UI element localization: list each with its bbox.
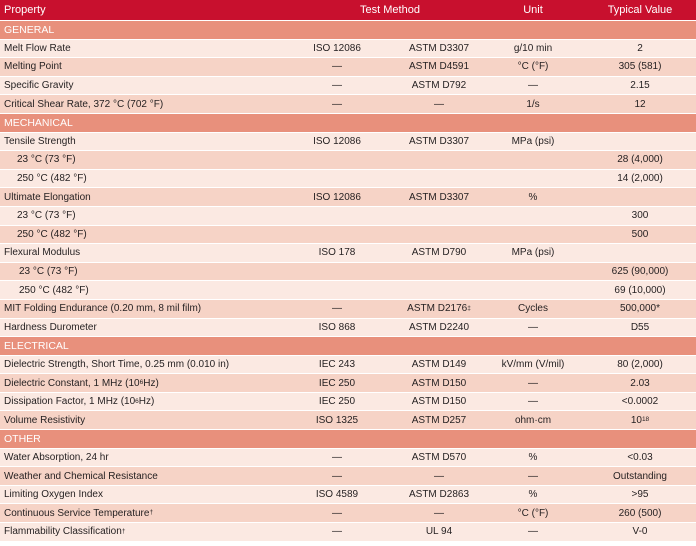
property-text: Dielectric Strength, Short Time, 0.25 mm (0.010 in) xyxy=(4,358,230,370)
property-cell xyxy=(4,319,304,337)
table-row xyxy=(0,319,696,338)
property-text: Critical Shear Rate, 372 °C (702 °F) xyxy=(4,98,164,110)
section-header xyxy=(0,21,696,40)
typical-value-text: 625 (90,000) xyxy=(611,266,669,278)
unit-cell: 1/s xyxy=(526,98,540,110)
unit-cell xyxy=(488,170,578,188)
table-header xyxy=(0,0,696,21)
typical-value-cell xyxy=(590,356,690,374)
table-row xyxy=(0,374,696,393)
typical-value-cell xyxy=(590,319,690,337)
typical-value-text: D55 xyxy=(630,321,650,333)
header-test-method: Test Method xyxy=(360,4,420,16)
astm-text: ASTM D790 xyxy=(411,247,467,259)
astm-text: ASTM D792 xyxy=(411,80,467,92)
property-cell: Dielectric Constant, 1 MHz (10 6 Hz) xyxy=(4,377,159,389)
property-cell: Dissipation Factor, 1 MHz (10 6 Hz) xyxy=(4,396,155,408)
astm-text: ASTM D150 xyxy=(411,396,467,408)
typical-value-text: 500,000* xyxy=(619,303,661,315)
astm-text: UL 94 xyxy=(425,526,453,538)
section-header xyxy=(0,430,696,449)
typical-value-text: 28 (4,000) xyxy=(617,154,663,166)
property-text: 23 °C (73 °F) xyxy=(17,210,76,222)
unit-cell: °C (°F) xyxy=(517,507,549,519)
typical-value-text: 260 (500) xyxy=(618,507,662,519)
unit-cell: °C (°F) xyxy=(517,61,549,73)
table-row xyxy=(0,281,696,300)
typical-value-text: 500 xyxy=(631,228,649,240)
astm-text: ASTM D2240 xyxy=(408,321,470,333)
typical-value-text: >95 xyxy=(631,489,649,501)
astm-method-cell xyxy=(400,151,478,169)
iso-method-cell: IEC 243 xyxy=(318,358,356,370)
astm-text: ASTM D3307 xyxy=(408,191,470,203)
astm-method-cell xyxy=(400,95,478,113)
iso-method-cell xyxy=(304,226,370,244)
typical-value-text: 69 (10,000) xyxy=(614,284,666,296)
table-row xyxy=(0,133,696,152)
typical-value-cell xyxy=(590,170,690,188)
unit-cell: — xyxy=(528,470,538,482)
unit-cell: % xyxy=(528,489,538,501)
typical-value-text: 10 xyxy=(630,414,642,426)
property-text: 250 °C (482 °F) xyxy=(17,173,87,185)
table-row xyxy=(0,188,696,207)
property-text: Weather and Chemical Resistance xyxy=(4,470,158,482)
property-cell xyxy=(17,170,317,188)
astm-text: ASTM D3307 xyxy=(408,42,470,54)
table-row xyxy=(0,486,696,505)
property-text: Hardness Durometer xyxy=(4,321,97,333)
property-text: 23 °C (73 °F) xyxy=(19,266,78,278)
astm-method-cell xyxy=(400,374,478,392)
typical-value-cell xyxy=(590,281,690,299)
table-row xyxy=(0,467,696,486)
astm-method-cell xyxy=(400,77,478,95)
typical-value-text: <0.0002 xyxy=(621,396,659,408)
iso-method-cell: IEC 250 xyxy=(318,396,356,408)
iso-method-cell: IEC 250 xyxy=(318,377,356,389)
property-text: MIT Folding Endurance (0.20 mm, 8 mil film) xyxy=(4,303,202,315)
property-cell xyxy=(19,281,319,299)
astm-text: ASTM D2863 xyxy=(408,489,470,501)
section-header xyxy=(0,114,696,133)
typical-value-cell xyxy=(590,244,690,262)
table-row xyxy=(0,95,696,114)
iso-method-cell: ISO 12086 xyxy=(313,135,361,147)
section-label: OTHER xyxy=(4,432,41,445)
typical-value-text: 14 (2,000) xyxy=(617,173,663,185)
iso-method-cell: ISO 12086 xyxy=(313,191,361,203)
typical-value-text: 80 (2,000) xyxy=(617,358,663,370)
typical-value-cell xyxy=(590,374,690,392)
astm-method-cell xyxy=(400,319,478,337)
astm-method-cell xyxy=(400,263,478,281)
table-row xyxy=(0,207,696,226)
table-row xyxy=(0,356,696,375)
table-row xyxy=(0,300,696,319)
typical-value-cell: 10 18 xyxy=(630,414,650,426)
header-property: Property xyxy=(4,4,46,16)
astm-method-cell xyxy=(400,226,478,244)
unit-cell: — xyxy=(528,526,538,538)
property-cell xyxy=(4,244,304,262)
property-cell xyxy=(17,151,317,169)
unit-cell: — xyxy=(528,80,538,92)
typical-value-text: 2 xyxy=(637,42,643,54)
header-typical-value: Typical Value xyxy=(607,4,673,16)
property-text: Dissipation Factor, 1 MHz (10 xyxy=(4,396,136,408)
property-cell xyxy=(4,300,304,318)
typical-value-cell xyxy=(590,40,690,58)
astm-method-cell xyxy=(400,281,478,299)
unit-cell: Cycles xyxy=(517,303,548,315)
astm-method-cell xyxy=(400,486,478,504)
unit-cell: g/10 min xyxy=(513,42,553,54)
typical-value-cell xyxy=(590,449,690,467)
unit-cell xyxy=(488,151,578,169)
property-cell xyxy=(4,449,304,467)
typical-value-text: V-0 xyxy=(632,526,648,538)
unit-cell: % xyxy=(528,451,538,463)
iso-method-cell: — xyxy=(332,526,342,538)
astm-text: — xyxy=(434,470,444,482)
astm-text: ASTM D2176 xyxy=(407,303,468,315)
typical-value-cell xyxy=(590,300,690,318)
astm-method-cell xyxy=(400,393,478,411)
astm-method-cell xyxy=(400,40,478,58)
unit-cell: % xyxy=(528,191,538,203)
property-text: Tensile Strength xyxy=(4,135,76,147)
typical-value-cell xyxy=(590,95,690,113)
typical-value-cell xyxy=(590,467,690,485)
astm-text: — xyxy=(434,98,444,110)
property-text: Flexural Modulus xyxy=(4,247,81,259)
table-row xyxy=(0,504,696,523)
typical-value-cell xyxy=(590,393,690,411)
property-cell: Flammability Classification † xyxy=(4,526,126,538)
table-row xyxy=(0,151,696,170)
iso-method-cell: — xyxy=(332,470,342,482)
unit-cell: — xyxy=(528,377,538,389)
property-text: Water Absorption, 24 hr xyxy=(4,451,109,463)
section-header xyxy=(0,337,696,356)
astm-method-cell xyxy=(400,58,478,76)
iso-method-cell: ISO 178 xyxy=(318,247,356,259)
astm-text: — xyxy=(434,507,444,519)
unit-cell: MPa (psi) xyxy=(511,135,555,147)
typical-value-text: Outstanding xyxy=(613,470,667,482)
iso-method-cell: ISO 1325 xyxy=(315,414,359,426)
table-row xyxy=(0,244,696,263)
astm-text: ASTM D150 xyxy=(411,377,467,389)
property-cell xyxy=(4,356,304,374)
typical-value-text: 300 xyxy=(631,210,649,222)
property-cell xyxy=(4,467,304,485)
property-text: Melting Point xyxy=(4,61,62,73)
typical-value-cell xyxy=(590,504,690,522)
typical-value-cell xyxy=(590,226,690,244)
table-row xyxy=(0,226,696,245)
section-label: ELECTRICAL xyxy=(4,339,69,352)
astm-method-cell xyxy=(400,411,478,429)
unit-cell: ohm·cm xyxy=(514,414,552,426)
section-label: MECHANICAL xyxy=(4,116,73,129)
astm-method-cell xyxy=(400,504,478,522)
typical-value-cell xyxy=(590,486,690,504)
table-row xyxy=(0,411,696,430)
astm-method-cell xyxy=(400,523,478,541)
table-row xyxy=(0,40,696,59)
property-cell: Continuous Service Temperature † xyxy=(4,507,154,519)
property-text-suffix: Hz) xyxy=(143,377,159,389)
property-text: Dielectric Constant, 1 MHz (10 xyxy=(4,377,140,389)
property-cell xyxy=(4,133,304,151)
astm-method-cell xyxy=(400,188,478,206)
section-label: GENERAL xyxy=(4,23,55,36)
unit-cell xyxy=(488,263,578,281)
table-row xyxy=(0,523,696,542)
astm-method-cell: ASTM D2176 ‡ xyxy=(407,303,471,315)
property-cell xyxy=(17,226,317,244)
property-cell xyxy=(4,40,304,58)
astm-text: ASTM D3307 xyxy=(408,135,470,147)
property-text: Melt Flow Rate xyxy=(4,42,71,54)
astm-text: ASTM D149 xyxy=(411,358,467,370)
property-cell xyxy=(4,411,304,429)
typical-value-text: 2.03 xyxy=(630,377,650,389)
property-text: Flammability Classification xyxy=(4,526,122,538)
property-text: Continuous Service Temperature xyxy=(4,507,150,519)
astm-method-cell xyxy=(400,356,478,374)
property-text: 250 °C (482 °F) xyxy=(17,228,87,240)
astm-text: ASTM D570 xyxy=(411,451,467,463)
property-text: Limiting Oxygen Index xyxy=(4,489,103,501)
table-row xyxy=(0,170,696,189)
unit-cell xyxy=(488,281,578,299)
astm-method-cell xyxy=(400,244,478,262)
property-text: 250 °C (482 °F) xyxy=(19,284,89,296)
property-text: Ultimate Elongation xyxy=(4,191,91,203)
property-cell xyxy=(4,486,304,504)
property-text: Specific Gravity xyxy=(4,80,74,92)
property-text: 23 °C (73 °F) xyxy=(17,154,76,166)
table-row xyxy=(0,393,696,412)
property-cell xyxy=(4,188,304,206)
astm-text: ASTM D257 xyxy=(411,414,467,426)
typical-value-cell xyxy=(590,207,690,225)
typical-value-text: 305 (581) xyxy=(618,61,662,73)
property-cell xyxy=(4,95,304,113)
typical-value-text: <0.03 xyxy=(627,451,653,463)
typical-value-cell xyxy=(590,263,690,281)
iso-method-cell: — xyxy=(332,303,342,315)
unit-cell: kV/mm (V/mil) xyxy=(501,358,565,370)
astm-method-cell xyxy=(400,170,478,188)
property-text-suffix: Hz) xyxy=(138,396,155,408)
astm-method-cell xyxy=(400,467,478,485)
unit-cell xyxy=(488,226,578,244)
typical-value-cell xyxy=(590,58,690,76)
typical-value-text: 12 xyxy=(634,98,646,110)
typical-value-text: 2.15 xyxy=(630,80,650,92)
typical-value-cell xyxy=(590,77,690,95)
iso-method-cell xyxy=(304,281,370,299)
table-row xyxy=(0,449,696,468)
astm-method-cell xyxy=(400,133,478,151)
astm-text: ASTM D4591 xyxy=(408,61,470,73)
iso-method-cell: — xyxy=(332,80,342,92)
iso-method-cell: ISO 12086 xyxy=(313,42,361,54)
iso-method-cell xyxy=(304,151,370,169)
iso-method-cell: — xyxy=(332,61,342,73)
typical-value-cell xyxy=(590,151,690,169)
unit-cell: MPa (psi) xyxy=(511,247,555,259)
iso-method-cell xyxy=(304,263,370,281)
unit-cell: — xyxy=(528,396,538,408)
iso-method-cell: — xyxy=(332,507,342,519)
iso-method-cell xyxy=(304,207,370,225)
unit-cell: — xyxy=(528,321,538,333)
header-unit: Unit xyxy=(523,4,543,16)
property-cell xyxy=(19,263,319,281)
typical-value-cell xyxy=(590,523,690,541)
astm-method-cell xyxy=(400,207,478,225)
table-row xyxy=(0,58,696,77)
astm-method-cell xyxy=(400,449,478,467)
typical-value-cell xyxy=(590,188,690,206)
table-row xyxy=(0,263,696,282)
iso-method-cell: ISO 868 xyxy=(318,321,356,333)
iso-method-cell: ISO 4589 xyxy=(315,489,359,501)
property-cell xyxy=(17,207,317,225)
iso-method-cell: — xyxy=(332,451,342,463)
typical-value-cell xyxy=(590,133,690,151)
property-cell xyxy=(4,58,304,76)
iso-method-cell xyxy=(304,170,370,188)
table-row xyxy=(0,77,696,96)
iso-method-cell: — xyxy=(332,98,342,110)
unit-cell xyxy=(488,207,578,225)
property-text: Volume Resistivity xyxy=(4,414,86,426)
property-cell xyxy=(4,77,304,95)
